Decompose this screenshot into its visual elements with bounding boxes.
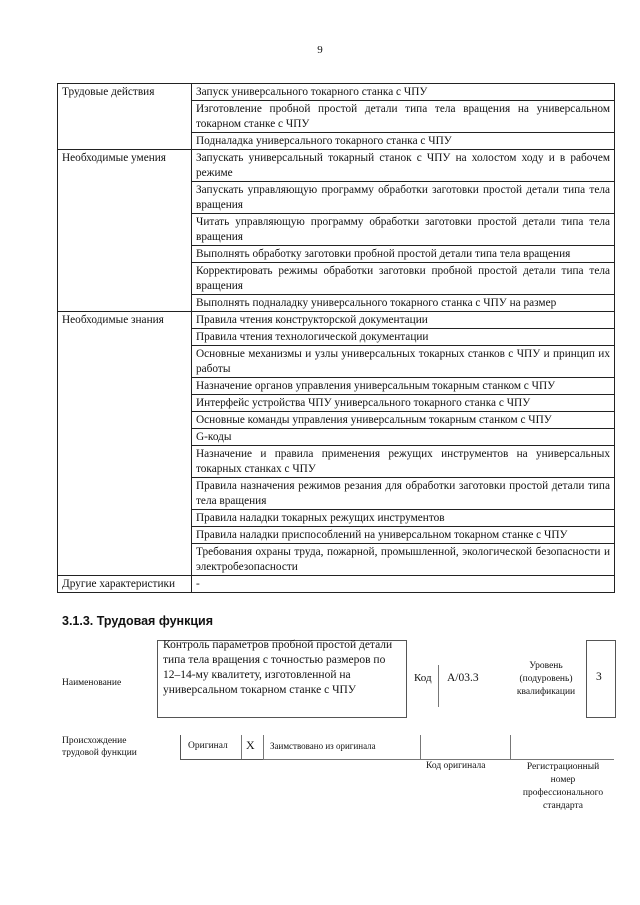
origin-bottom-rule <box>263 759 614 760</box>
row-item: Основные команды управления универсальным токарным станком с ЧПУ <box>192 412 615 429</box>
row-item: Правила чтения технологической документации <box>192 329 615 346</box>
page-number: 9 <box>317 44 323 56</box>
section-heading: 3.1.3. Трудовая функция <box>62 614 214 628</box>
name-label: Наименование <box>62 678 122 688</box>
row-item: - <box>192 576 615 593</box>
table-row <box>58 84 615 101</box>
row-item: Назначение органов управления универсальным токарным станком с ЧПУ <box>192 378 615 395</box>
row-label: Необходимые умения <box>58 150 192 312</box>
row-item: Требования охраны труда, пожарной, промышленной, экологической безопасности и электробезопасности <box>192 544 615 576</box>
row-item: G-коды <box>192 429 615 446</box>
level-label: Уровень (подуровень) квалификации <box>516 661 576 697</box>
code-value: А/03.3 <box>447 672 479 684</box>
code-original-label: Код оригинала <box>426 761 486 771</box>
row-item: Запускать универсальный токарный станок с ЧПУ на холостом ходу и в рабочем режиме <box>192 150 615 182</box>
row-item: Запускать управляющую программу обработки заготовки простой детали типа тела вращения <box>192 182 615 214</box>
row-item: Читать управляющую программу обработки заготовки простой детали типа тела вращения <box>192 214 615 246</box>
code-original-divider <box>420 735 421 759</box>
table-row <box>58 312 615 329</box>
borrowed-divider <box>263 735 264 759</box>
row-item: Назначение и правила применения режущих инструментов на универсальных токарных станках с ЧПУ <box>192 446 615 478</box>
row-item: Правила наладки приспособлений на универсальном токарном станке с ЧПУ <box>192 527 615 544</box>
reg-number-label: Регистрационный номер профессионального стандарта <box>522 762 604 811</box>
row-item: Основные механизмы и узлы универсальных токарных станков с ЧПУ и принцип их работы <box>192 346 615 378</box>
original-mark: X <box>246 738 255 752</box>
function-name: Контроль параметров пробной простой детали типа тела вращения с точностью размеров по 12–14-му квалитету, изготовленной на универсальном токарном станке с ЧПУ <box>163 639 393 696</box>
table-row <box>58 576 615 593</box>
code-label: Код <box>414 672 432 684</box>
row-item: Изготовление пробной простой детали типа тела вращения на универсальном токарном станке с ЧПУ <box>192 101 615 133</box>
row-item: Правила чтения конструкторской документации <box>192 312 615 329</box>
original-divider <box>241 735 242 759</box>
row-item: Выполнять подналадку универсального токарного станка с ЧПУ на размер <box>192 295 615 312</box>
row-item: Запуск универсального токарного станка с ЧПУ <box>192 84 615 101</box>
row-item: Интерфейс устройства ЧПУ универсального токарного станка с ЧПУ <box>192 395 615 412</box>
row-item: Выполнять обработку заготовки пробной простой детали типа тела вращения <box>192 246 615 263</box>
row-item: Корректировать режимы обработки заготовки пробной простой детали типа тела вращения <box>192 263 615 295</box>
original-label: Оригинал <box>188 741 228 751</box>
row-label: Другие характеристики <box>58 576 192 593</box>
requirements-table <box>57 83 615 593</box>
reg-divider <box>510 735 511 759</box>
table-row <box>58 150 615 182</box>
origin-label: Происхождение трудовой функции <box>62 736 137 758</box>
row-item: Правила наладки токарных режущих инструментов <box>192 510 615 527</box>
row-label: Трудовые действия <box>58 84 192 150</box>
row-item: Подналадка универсального токарного станка с ЧПУ <box>192 133 615 150</box>
row-label: Необходимые знания <box>58 312 192 576</box>
row-item: Правила назначения режимов резания для обработки заготовки простой детали типа тела вращения <box>192 478 615 510</box>
borrowed-label: Заимствовано из оригинала <box>270 741 376 751</box>
level-value: 3 <box>596 671 602 683</box>
